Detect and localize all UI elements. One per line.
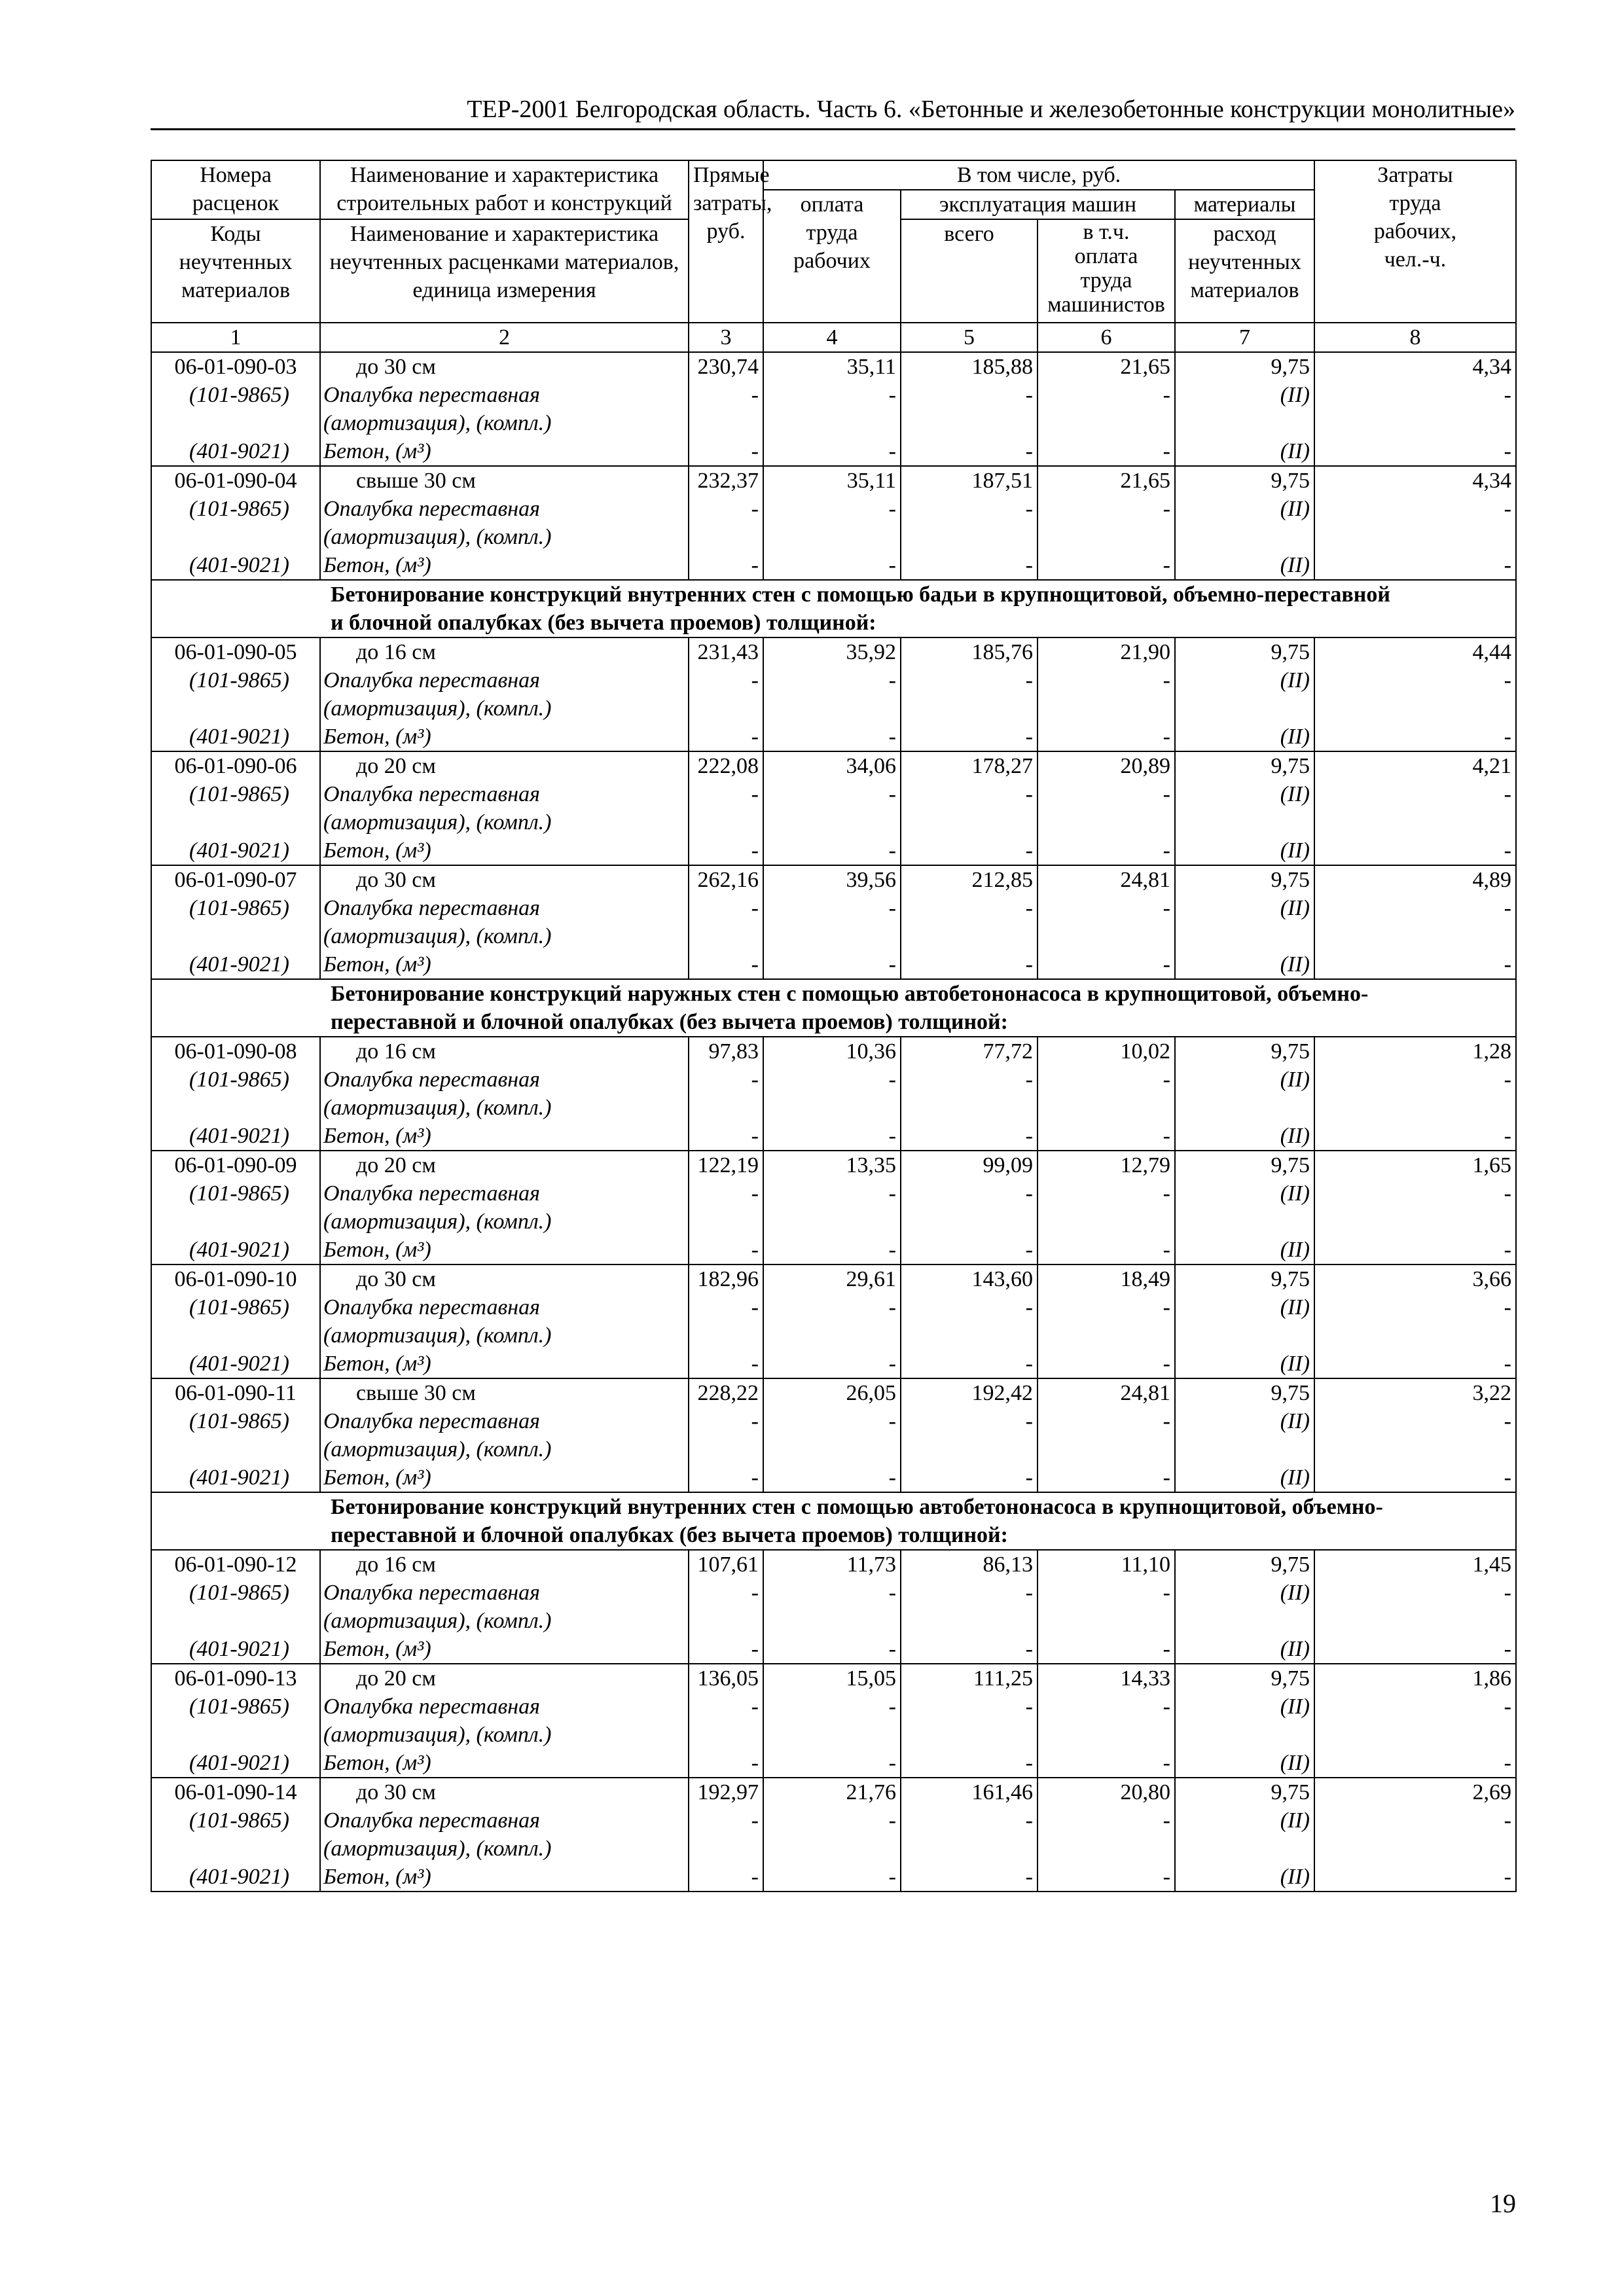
formwork-code: (101-9865) <box>189 668 289 692</box>
machinist-costs: 10,02 - - <box>1038 1037 1175 1151</box>
concrete-code: (401-9021) <box>189 553 289 577</box>
concrete-name: Бетон, (м³) <box>323 1124 431 1148</box>
concrete-name: Бетон, (м³) <box>323 1238 431 1262</box>
rates-table <box>151 160 1517 1892</box>
formwork-name: (амортизация), (компл.) <box>323 1723 552 1747</box>
direct-costs: 232,37 - - <box>689 466 763 580</box>
work-name-cell <box>320 1550 689 1664</box>
header-col5: всего <box>901 219 1038 323</box>
formwork-name: Опалубка переставная <box>323 1409 540 1433</box>
formwork-name: Опалубка переставная <box>323 1067 540 1092</box>
formwork-name: Опалубка переставная <box>323 1581 540 1605</box>
header-col2-bottom: Наименование и характеристика неучтенных расценками материалов, единица измерения <box>320 219 689 323</box>
machine-costs: 77,72 - - <box>901 1037 1038 1151</box>
machinist-costs: 21,65 - - <box>1038 466 1175 580</box>
rate-code: 06-01-090-03 <box>174 355 297 379</box>
direct-costs: 122,19 - - <box>689 1151 763 1265</box>
materials-consumption: 9,75 (II) (II) <box>1175 1778 1314 1892</box>
formwork-name: (амортизация), (компл.) <box>323 525 552 549</box>
rate-row <box>151 1664 1516 1778</box>
labor-hours: 1,45 - - <box>1314 1550 1516 1664</box>
labor-hours: 3,66 - - <box>1314 1265 1516 1378</box>
rate-code: 06-01-090-06 <box>174 754 297 778</box>
concrete-name: Бетон, (м³) <box>323 1637 431 1661</box>
rate-code-cell <box>151 466 320 580</box>
section-spacer <box>151 580 320 637</box>
machine-costs: 185,88 - - <box>901 352 1038 466</box>
concrete-code: (401-9021) <box>189 1352 289 1376</box>
concrete-code: (401-9021) <box>189 1751 289 1775</box>
direct-costs: 228,22 - - <box>689 1378 763 1492</box>
concrete-code: (401-9021) <box>189 725 289 749</box>
formwork-name: (амортизация), (компл.) <box>323 1437 552 1462</box>
materials-consumption: 9,75 (II) (II) <box>1175 1550 1314 1664</box>
work-name: до 30 см <box>356 355 436 379</box>
formwork-name: Опалубка переставная <box>323 1808 540 1833</box>
machine-costs: 185,76 - - <box>901 637 1038 751</box>
materials-consumption: 9,75 (II) (II) <box>1175 466 1314 580</box>
labor-costs: 39,56 - - <box>763 865 901 979</box>
machine-costs: 192,42 - - <box>901 1378 1038 1492</box>
direct-costs: 230,74 - - <box>689 352 763 466</box>
formwork-code: (101-9865) <box>189 782 289 806</box>
labor-hours: 1,65 - - <box>1314 1151 1516 1265</box>
concrete-name: Бетон, (м³) <box>323 725 431 749</box>
machinist-costs: 20,80 - - <box>1038 1778 1175 1892</box>
rate-code: 06-01-090-13 <box>174 1666 297 1691</box>
rate-row <box>151 466 1516 580</box>
formwork-name: Опалубка переставная <box>323 782 540 806</box>
concrete-code: (401-9021) <box>189 838 289 863</box>
labor-costs: 15,05 - - <box>763 1664 901 1778</box>
rate-code-cell <box>151 637 320 751</box>
machinist-costs: 20,89 - - <box>1038 751 1175 865</box>
section-heading: Бетонирование конструкций внутренних стен с помощью автобетононасоса в крупнощитовой, объемно- переставной и блочной опалубках (без вычета проемов) толщиной: <box>320 1492 1516 1550</box>
header-group: В том числе, руб. <box>763 160 1314 190</box>
rate-code-cell <box>151 1265 320 1378</box>
materials-consumption: 9,75 (II) (II) <box>1175 865 1314 979</box>
machine-costs: 187,51 - - <box>901 466 1038 580</box>
formwork-name: (амортизация), (компл.) <box>323 1323 552 1348</box>
work-name: до 20 см <box>356 754 436 778</box>
rate-code-cell <box>151 1664 320 1778</box>
materials-consumption: 9,75 (II) (II) <box>1175 1151 1314 1265</box>
concrete-code: (401-9021) <box>189 1124 289 1148</box>
header-col3: Прямые затраты, руб. <box>689 160 763 323</box>
machine-costs: 161,46 - - <box>901 1778 1038 1892</box>
materials-consumption: 9,75 (II) (II) <box>1175 637 1314 751</box>
column-numbers-row <box>151 323 1516 352</box>
formwork-name: (амортизация), (компл.) <box>323 411 552 435</box>
formwork-code: (101-9865) <box>189 1409 289 1433</box>
section-heading-row <box>151 580 1516 637</box>
concrete-name: Бетон, (м³) <box>323 553 431 577</box>
rate-code: 06-01-090-08 <box>174 1039 297 1064</box>
column-number: 4 <box>763 323 901 352</box>
machinist-costs: 18,49 - - <box>1038 1265 1175 1378</box>
labor-hours: 2,69 - - <box>1314 1778 1516 1892</box>
concrete-name: Бетон, (м³) <box>323 1465 431 1490</box>
machinist-costs: 14,33 - - <box>1038 1664 1175 1778</box>
formwork-code: (101-9865) <box>189 383 289 407</box>
concrete-name: Бетон, (м³) <box>323 439 431 463</box>
machine-costs: 86,13 - - <box>901 1550 1038 1664</box>
machine-costs: 143,60 - - <box>901 1265 1038 1378</box>
page-number: 19 <box>1490 2189 1516 2218</box>
materials-consumption: 9,75 (II) (II) <box>1175 1664 1314 1778</box>
concrete-code: (401-9021) <box>189 439 289 463</box>
machine-costs: 99,09 - - <box>901 1151 1038 1265</box>
labor-costs: 29,61 - - <box>763 1265 901 1378</box>
materials-consumption: 9,75 (II) (II) <box>1175 1037 1314 1151</box>
labor-hours: 1,86 - - <box>1314 1664 1516 1778</box>
rate-code: 06-01-090-12 <box>174 1552 297 1577</box>
concrete-code: (401-9021) <box>189 1865 289 1889</box>
work-name-cell <box>320 1378 689 1492</box>
formwork-name: Опалубка переставная <box>323 1181 540 1206</box>
rate-code-cell <box>151 1378 320 1492</box>
rate-code: 06-01-090-11 <box>175 1381 297 1405</box>
machinist-costs: 24,81 - - <box>1038 1378 1175 1492</box>
work-name: до 30 см <box>356 1267 436 1291</box>
header-col4: оплата труда рабочих <box>763 190 901 323</box>
column-number: 6 <box>1038 323 1175 352</box>
rate-code-cell <box>151 1778 320 1892</box>
labor-hours: 3,22 - - <box>1314 1378 1516 1492</box>
labor-costs: 10,36 - - <box>763 1037 901 1151</box>
machine-costs: 178,27 - - <box>901 751 1038 865</box>
concrete-code: (401-9021) <box>189 952 289 977</box>
rate-row <box>151 1550 1516 1664</box>
concrete-name: Бетон, (м³) <box>323 1865 431 1889</box>
column-number: 5 <box>901 323 1038 352</box>
rate-code: 06-01-090-07 <box>174 868 297 892</box>
labor-costs: 35,11 - - <box>763 352 901 466</box>
section-heading: Бетонирование конструкций наружных стен с помощью автобетононасоса в крупнощитовой, объемно- переставной и блочной опалубках (без вычета проемов) толщиной: <box>320 979 1516 1037</box>
rate-code: 06-01-090-04 <box>174 469 297 493</box>
header-col6: в т.ч. оплата труда машинистов <box>1038 219 1175 323</box>
formwork-code: (101-9865) <box>189 1295 289 1319</box>
rate-row <box>151 637 1516 751</box>
direct-costs: 231,43 - - <box>689 637 763 751</box>
rate-code-cell <box>151 865 320 979</box>
machine-costs: 111,25 - - <box>901 1664 1038 1778</box>
concrete-name: Бетон, (м³) <box>323 952 431 977</box>
direct-costs: 136,05 - - <box>689 1664 763 1778</box>
rate-code-cell <box>151 352 320 466</box>
work-name: до 16 см <box>356 640 436 664</box>
section-heading: Бетонирование конструкций внутренних стен с помощью бадьи в крупнощитовой, объемно-переставной и блочной опалубках (без вычета проемов) толщиной: <box>320 580 1516 637</box>
concrete-code: (401-9021) <box>189 1465 289 1490</box>
materials-consumption: 9,75 (II) (II) <box>1175 1265 1314 1378</box>
work-name: до 16 см <box>356 1039 436 1064</box>
formwork-name: Опалубка переставная <box>323 497 540 521</box>
work-name: до 16 см <box>356 1552 436 1577</box>
column-number: 3 <box>689 323 763 352</box>
formwork-code: (101-9865) <box>189 1181 289 1206</box>
column-number: 2 <box>320 323 689 352</box>
header-machines: эксплуатация машин <box>901 190 1175 219</box>
header-col8: Затраты труда рабочих, чел.-ч. <box>1314 160 1516 323</box>
direct-costs: 192,97 - - <box>689 1778 763 1892</box>
direct-costs: 222,08 - - <box>689 751 763 865</box>
labor-hours: 4,89 - - <box>1314 865 1516 979</box>
column-number: 1 <box>151 323 320 352</box>
rate-code-cell <box>151 1550 320 1664</box>
work-name-cell <box>320 466 689 580</box>
rate-row <box>151 751 1516 865</box>
rate-code: 06-01-090-05 <box>174 640 297 664</box>
labor-costs: 11,73 - - <box>763 1550 901 1664</box>
labor-costs: 35,11 - - <box>763 466 901 580</box>
labor-hours: 4,44 - - <box>1314 637 1516 751</box>
direct-costs: 182,96 - - <box>689 1265 763 1378</box>
formwork-name: (амортизация), (компл.) <box>323 1210 552 1234</box>
work-name-cell <box>320 865 689 979</box>
machinist-costs: 21,90 - - <box>1038 637 1175 751</box>
formwork-code: (101-9865) <box>189 1581 289 1605</box>
formwork-name: (амортизация), (компл.) <box>323 1609 552 1633</box>
rate-code-cell <box>151 1151 320 1265</box>
labor-costs: 13,35 - - <box>763 1151 901 1265</box>
labor-hours: 4,21 - - <box>1314 751 1516 865</box>
formwork-name: Опалубка переставная <box>323 896 540 920</box>
work-name: свыше 30 см <box>356 469 476 493</box>
formwork-name: (амортизация), (компл.) <box>323 1837 552 1861</box>
column-number: 7 <box>1175 323 1314 352</box>
machinist-costs: 21,65 - - <box>1038 352 1175 466</box>
rate-row <box>151 1151 1516 1265</box>
labor-hours: 4,34 - - <box>1314 466 1516 580</box>
work-name-cell <box>320 1151 689 1265</box>
labor-hours: 1,28 - - <box>1314 1037 1516 1151</box>
formwork-code: (101-9865) <box>189 1808 289 1833</box>
direct-costs: 262,16 - - <box>689 865 763 979</box>
labor-costs: 21,76 - - <box>763 1778 901 1892</box>
work-name: до 30 см <box>356 1780 436 1804</box>
rate-row <box>151 1778 1516 1892</box>
header-col1-bottom: Коды неучтенных материалов <box>151 219 320 323</box>
concrete-code: (401-9021) <box>189 1238 289 1262</box>
materials-consumption: 9,75 (II) (II) <box>1175 751 1314 865</box>
rate-code-cell <box>151 751 320 865</box>
work-name-cell <box>320 751 689 865</box>
work-name-cell <box>320 352 689 466</box>
rate-row <box>151 865 1516 979</box>
column-number: 8 <box>1314 323 1516 352</box>
formwork-name: Опалубка переставная <box>323 1295 540 1319</box>
machinist-costs: 11,10 - - <box>1038 1550 1175 1664</box>
rate-code: 06-01-090-10 <box>174 1267 297 1291</box>
rate-row <box>151 1037 1516 1151</box>
rate-row <box>151 1265 1516 1378</box>
work-name-cell <box>320 1664 689 1778</box>
formwork-name: (амортизация), (компл.) <box>323 924 552 948</box>
header-col1-top: Номера расценок <box>151 160 320 219</box>
direct-costs: 97,83 - - <box>689 1037 763 1151</box>
work-name: до 20 см <box>356 1153 436 1177</box>
machinist-costs: 24,81 - - <box>1038 865 1175 979</box>
page-header: ТЕР-2001 Белгородская область. Часть 6. «Бетонные и железобетонные конструкции монолитные» <box>151 93 1515 130</box>
labor-costs: 26,05 - - <box>763 1378 901 1492</box>
machinist-costs: 12,79 - - <box>1038 1151 1175 1265</box>
formwork-name: (амортизация), (компл.) <box>323 1096 552 1120</box>
materials-consumption: 9,75 (II) (II) <box>1175 1378 1314 1492</box>
concrete-name: Бетон, (м³) <box>323 838 431 863</box>
labor-costs: 35,92 - - <box>763 637 901 751</box>
work-name: до 30 см <box>356 868 436 892</box>
section-heading-row <box>151 1492 1516 1550</box>
concrete-name: Бетон, (м³) <box>323 1352 431 1376</box>
work-name-cell <box>320 1265 689 1378</box>
formwork-code: (101-9865) <box>189 1695 289 1719</box>
concrete-name: Бетон, (м³) <box>323 1751 431 1775</box>
work-name-cell <box>320 637 689 751</box>
header-col2-top: Наименование и характеристика строительных работ и конструкций <box>320 160 689 219</box>
section-spacer <box>151 979 320 1037</box>
concrete-code: (401-9021) <box>189 1637 289 1661</box>
section-heading-row <box>151 979 1516 1037</box>
header-col7: расход неучтенных материалов <box>1175 219 1314 323</box>
formwork-name: Опалубка переставная <box>323 1695 540 1719</box>
rate-row <box>151 1378 1516 1492</box>
machine-costs: 212,85 - - <box>901 865 1038 979</box>
header-materials: материалы <box>1175 190 1314 219</box>
work-name: свыше 30 см <box>356 1381 476 1405</box>
formwork-code: (101-9865) <box>189 1067 289 1092</box>
formwork-name: (амортизация), (компл.) <box>323 696 552 721</box>
section-spacer <box>151 1492 320 1550</box>
formwork-name: (амортизация), (компл.) <box>323 810 552 834</box>
materials-consumption: 9,75 (II) (II) <box>1175 352 1314 466</box>
formwork-code: (101-9865) <box>189 497 289 521</box>
rate-code-cell <box>151 1037 320 1151</box>
rate-code: 06-01-090-14 <box>174 1780 297 1804</box>
direct-costs: 107,61 - - <box>689 1550 763 1664</box>
formwork-name: Опалубка переставная <box>323 383 540 407</box>
work-name-cell <box>320 1778 689 1892</box>
formwork-name: Опалубка переставная <box>323 668 540 692</box>
work-name: до 20 см <box>356 1666 436 1691</box>
labor-costs: 34,06 - - <box>763 751 901 865</box>
rate-row <box>151 352 1516 466</box>
formwork-code: (101-9865) <box>189 896 289 920</box>
rate-code: 06-01-090-09 <box>174 1153 297 1177</box>
labor-hours: 4,34 - - <box>1314 352 1516 466</box>
work-name-cell <box>320 1037 689 1151</box>
